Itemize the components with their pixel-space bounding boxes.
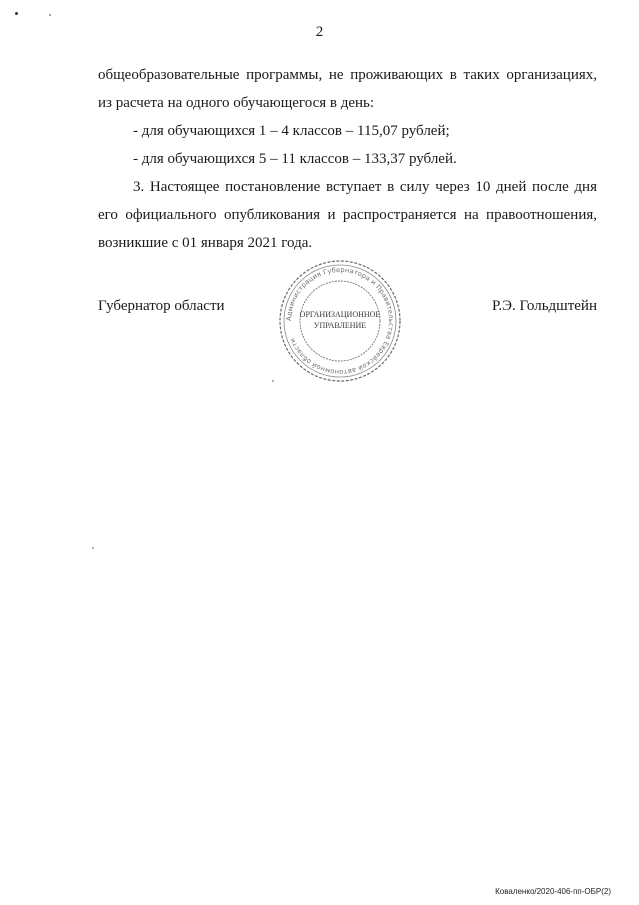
scan-speck-1 [15, 12, 18, 15]
continuation-line-1: общеобразовательные программы, не проживающих в таких организациях, [98, 67, 597, 83]
signatory-position: Губернатор области [98, 298, 225, 314]
clause-3-line-3: возникшие с 01 января 2021 года. [98, 235, 313, 251]
seal-ring-text: Администрация Губернатора и Правительства Еврейской автономной области [284, 265, 396, 377]
seal-center-line-1: ОРГАНИЗАЦИОННОЕ [299, 310, 381, 319]
seal-center-line-2: УПРАВЛЕНИЕ [313, 321, 367, 330]
scan-speck-4 [272, 380, 274, 382]
list-item-grades-1-4: - для обучающихся 1 – 4 классов – 115,07 рублей; [133, 123, 450, 139]
page-number: 2 [315, 24, 324, 40]
list-item-grades-5-11: - для обучающихся 5 – 11 классов – 133,37 рублей. [133, 151, 457, 167]
document-registry-code: Коваленко/2020-406-пп-ОБР(2) [495, 887, 611, 896]
document-body [98, 61, 597, 257]
continuation-line-2: из расчета на одного обучающегося в день: [98, 95, 375, 111]
scan-speck-2 [49, 14, 51, 16]
official-seal [275, 256, 405, 386]
signatory-name: Р.Э. Гольдштейн [491, 298, 597, 314]
clause-3-line-1: 3. Настоящее постановление вступает в силу через 10 дней после дня [133, 179, 597, 195]
clause-3-line-2: его официального опубликования и распространяется на правоотношения, [98, 207, 597, 223]
scan-speck-3 [92, 547, 94, 549]
